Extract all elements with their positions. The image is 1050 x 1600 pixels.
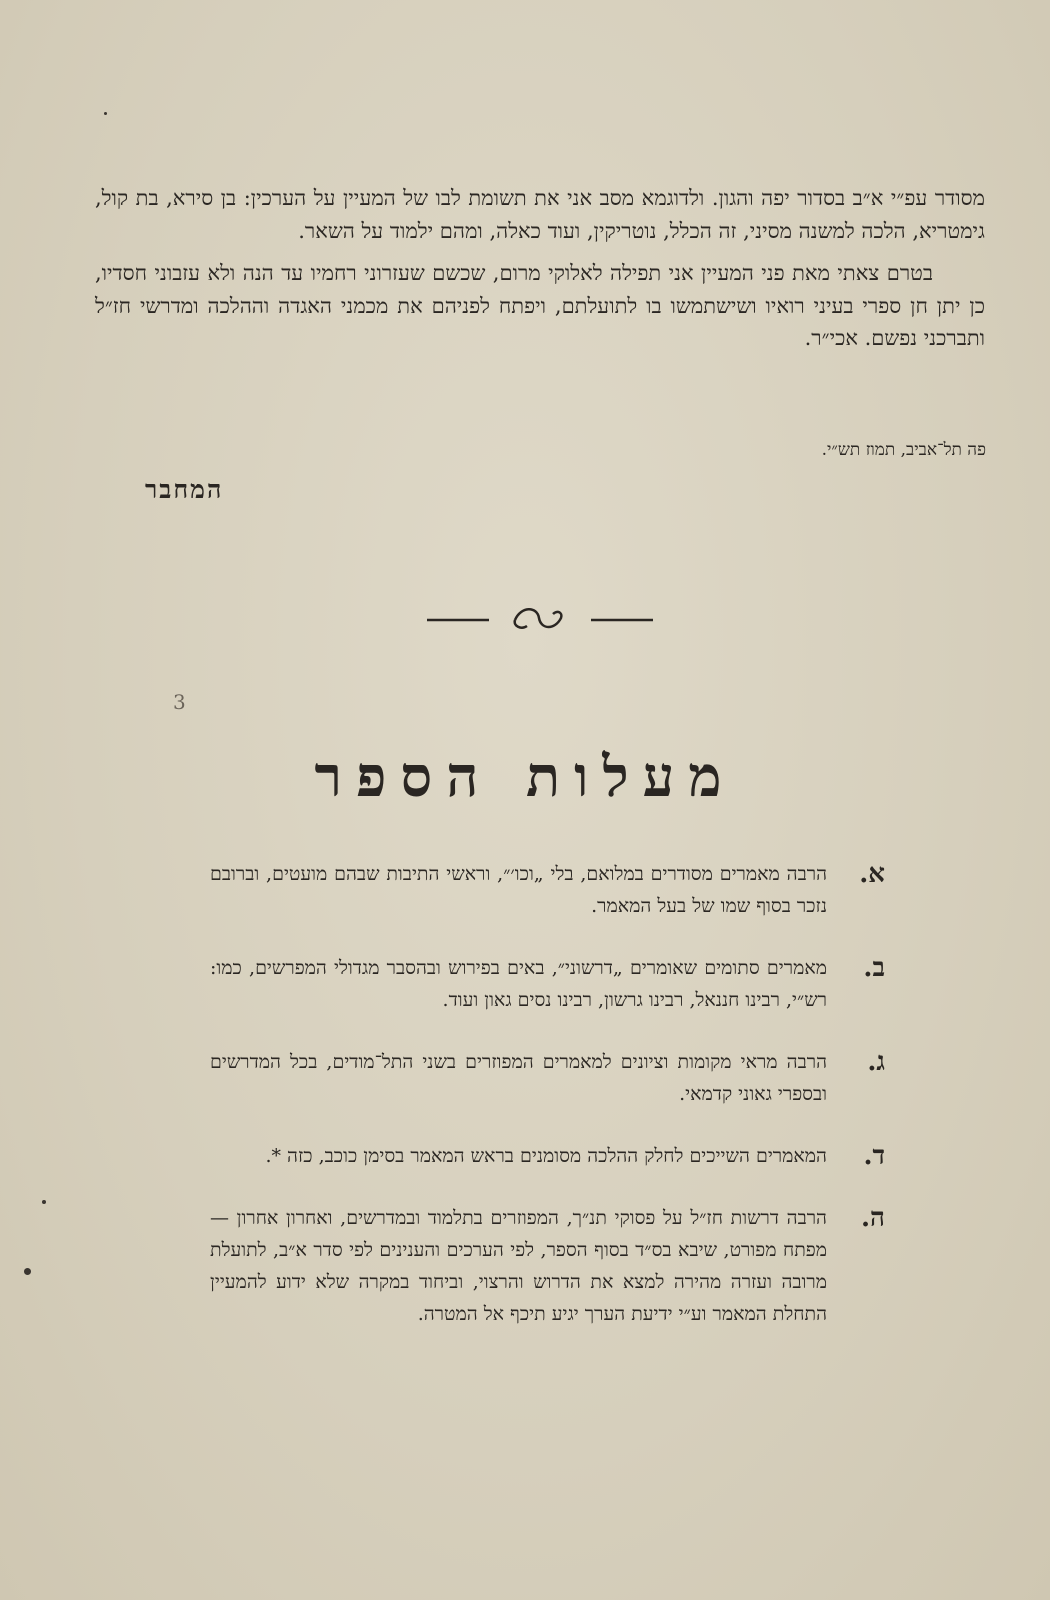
item-letter: א. bbox=[859, 859, 885, 889]
item-letter: ה. bbox=[860, 1203, 885, 1233]
list-item bbox=[210, 1140, 885, 1172]
list-item bbox=[210, 858, 885, 922]
intro-paragraph: מסודר עפ״י א״ב בסדור יפה והגון. ולדוגמא מסב אני את תשומת לבו של המעיין על הערכין: בן סירא, בת קול, גימטריא, הלכה למשנה מסיני, זה הכלל, נוטריקין, ועוד כאלה, ומהם ילמוד על השאר. bbox=[95, 186, 985, 243]
paper-speck bbox=[42, 1200, 46, 1204]
paper-speck bbox=[104, 112, 107, 115]
section-title: מעלות הספר bbox=[314, 744, 736, 810]
paper-speck bbox=[24, 1268, 31, 1275]
list-item bbox=[210, 1046, 885, 1110]
author-signature: המחבר bbox=[145, 475, 224, 504]
item-text: מאמרים סתומים שאומרים „דרשוני״, באים בפירוש ובהסבר מגדולי המפרשים, כמו: רש״י, רבינו חננאל, רבינו גרשון, רבינו נסים גאון ועוד. bbox=[210, 957, 827, 1011]
item-text: הרבה דרשות חז״ל על פסוקי תנ״ך, המפוזרים בתלמוד ובמדרשים, ואחרון אחרון — מפתח מפורט, שיבא בס״ד בסוף הספר, לפי הערכים והענינים לפי סדר א״ב, לתועלת מרובה ועזרה מהירה למצא את הדרוש והרצוי, וביחוד במקרה שלא ידוע להמעיין התחלת המאמר וע״י ידיעת הערך יגיע תיכף אל המטרה. bbox=[210, 1207, 827, 1325]
dateline: פה תל־אביב, תמוז תש״י. bbox=[821, 440, 986, 460]
item-text: הרבה מאמרים מסודרים במלואם, בלי „וכו׳״, וראשי התיבות שבהם מועטים, וברובם נזכר בסוף שמו של בעל המאמר. bbox=[210, 863, 827, 917]
ornament-divider bbox=[425, 600, 655, 640]
features-list bbox=[210, 858, 885, 1360]
item-letter: ג. bbox=[867, 1047, 885, 1077]
intro-text bbox=[95, 182, 985, 365]
list-item bbox=[210, 952, 885, 1016]
list-item bbox=[210, 1202, 885, 1330]
item-letter: ד. bbox=[863, 1141, 885, 1171]
intro-paragraph: בטרם צאתי מאת פני המעיין אני תפילה לאלוקי מרום, שכשם שעזרוני רחמיו עד הנה ולא עזבוני חסדיו, כן יתן חן ספרי בעיני רואיו ושישתמשו בו לתועלתם, ויפתח לפניהם את מכמני האגדה וההלכה ומדרשי חז״ל ותברכני נפשם. אכי״ר. bbox=[95, 261, 985, 350]
item-text: המאמרים השייכים לחלק ההלכה מסומנים בראש המאמר בסימן כוכב, כזה *. bbox=[265, 1145, 827, 1167]
item-text: הרבה מראי מקומות וציונים למאמרים המפוזרים בשני התל־מודים, בכל המדרשים ובספרי גאוני קדמאי. bbox=[210, 1051, 827, 1105]
item-letter: ב. bbox=[863, 953, 885, 983]
pencil-mark: 3 bbox=[173, 690, 186, 714]
